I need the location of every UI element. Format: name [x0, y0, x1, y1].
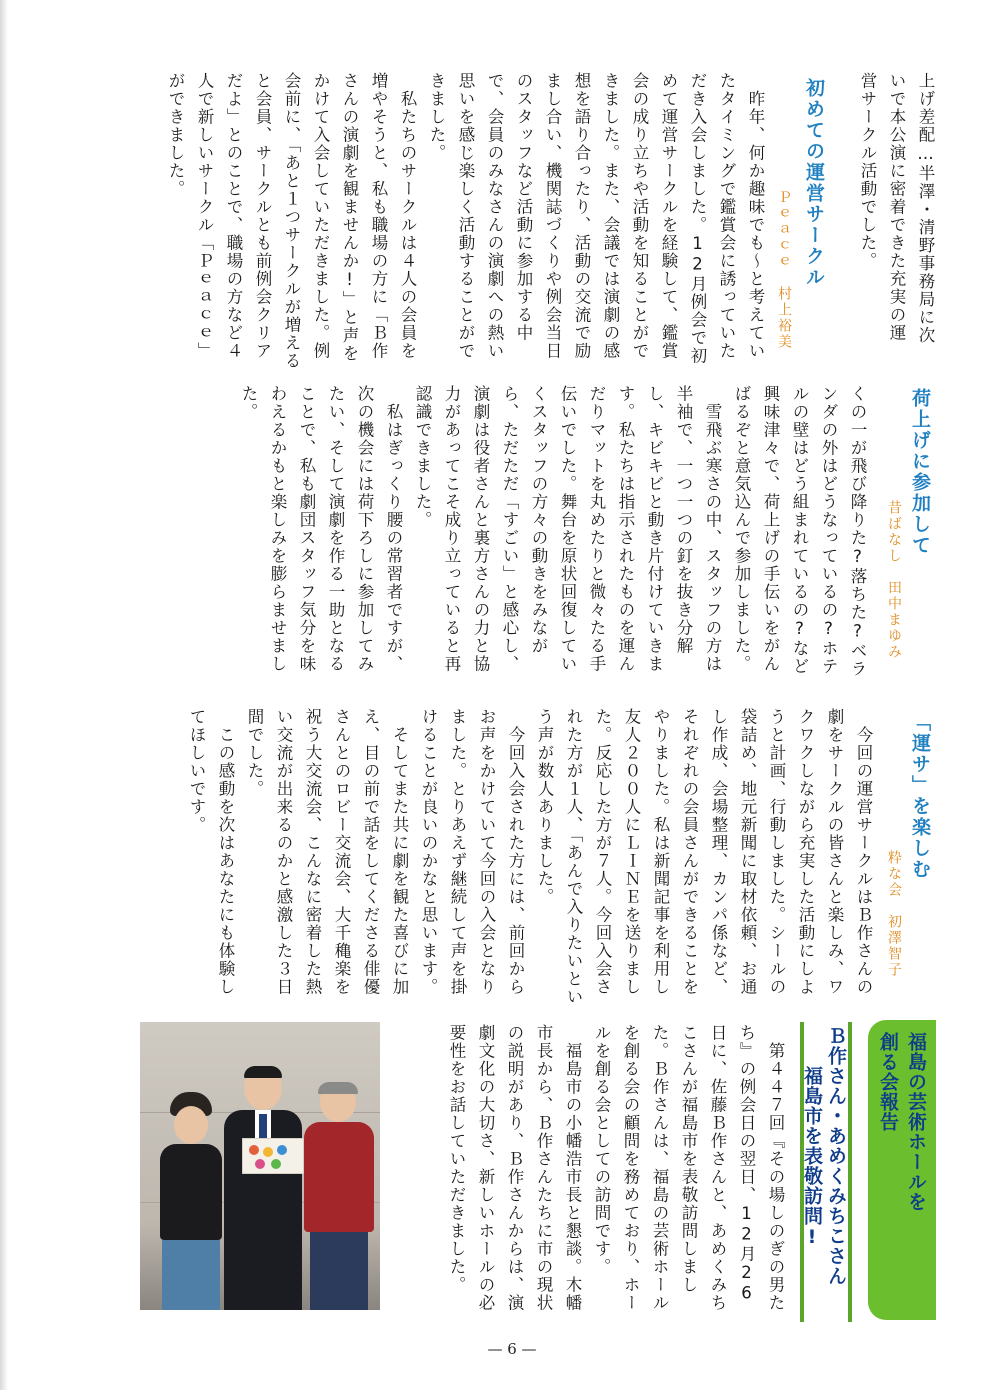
report-body: 第４４７回『その場しのぎの男たち』の例会日の翌日、12月26日に、佐藤Ｂ作さんと、あめくみちこさんが福島市を表敬訪問しました。Ｂ作さんは、福島の芸術ホールを創る会の顧問を務めており、ホールを創る会としての訪問です。 福島市の小幡浩市長と懇談。木幡市長から、Ｂ作さんたちに市の現状の説明があり、Ｂ作さんからは、演劇文化の大切さ、新しいホールの必要性をお話していただきました。 [447, 1024, 785, 1312]
article2-body: くの一が飛び降りた?落ちた?ベランダの外はどうなっているの?ホテルの壁はどう組まれているの?など興味津々で、荷上げの手伝いをがんばるぞと意気込んで参加しました。 雪飛ぶ寒さの中、スタッフの方は半袖で、一つ一つの釘を抜き分解し、キビキビと動き片付けていきます。私たちは指示されたものを運んだりマットを丸めたりと微々たる手伝いでした。舞台を原状回復していくスタッフの方々の動きをみながら、ただただ「すごい」と感心し、演劇は役者さんと裏方さんの力と協力があってこそ成り立っていると再認識できました。 私はぎっくり腰の常習者ですが、次の機会には荷下ろしに参加してみたい、そして演劇を作る一助となることで、私も劇団スタッフ気分を味わえるかもと楽しみを膨らませました。 [239, 385, 867, 678]
article3-body: 今回の運営サークルはＢ作さんの劇をサークルの皆さんと楽しみ、ワクワクしながら充実した活動にしようと計画、行動しました。シールの袋詰め、地元新聞に取材依頼、お通し作成、会場整理、カンパ係など、それぞれの会員さんができることをやりました。私は新聞記事を利用し友人２００人にＬＩＮＥを送りました。反応した方が７人。今回入会された方が１人、「あんで入りたいという声が数人ありました。 今回入会された方には、前回からお声をかけていて今回の入会となりました。とりあえず継続して声を掛けることが良いのかなと思います。 そしてまた共に劇を観た喜びに加え、目の前で話をしてくださる俳優さんとのロビー交流会、大千穐楽を祝う大交流会、こんなに密着した熱い交流が出来るのかと感激した３日間でした。 この感動を次はあなたにも体験してほしいです。 [187, 708, 873, 1006]
article2-title: 荷上げに参加して [909, 388, 931, 556]
article3-title: 「運サ」を楽しむ [909, 712, 931, 880]
visit-title: Ｂ作さん・あめくみちこさん 福島市を表敬訪問! [801, 1026, 847, 1286]
person-right [300, 1082, 376, 1310]
report-section-tag [868, 1020, 936, 1320]
gift-box [242, 1138, 304, 1174]
article3-byline: 粋な会 初澤智子 [886, 850, 902, 978]
article1-body: 昨年、何か趣味でも〜と考えていたタイミングで鑑賞会に誘っていただき入会しました。12月例会で初めて運営サークルを経験して、鑑賞会の成り立ちや活動を知ることができました。また、会議では演劇の感想を語り合ったり、活動の交流で励まし合い、機関誌づくりや例会当日のスタッフなど活動に参加する中で、会員のみなさんの演劇への熱い思いを感じ楽しく活動することができました。 私たちのサークルは４人の会員を増やそうと、私も職場の方に「Ｂ作さんの演劇を観ませんか!」と声をかけて入会していただきました。例会前に、「あと１つサークルが増えると会員、サークルとも前例会クリアだよ」とのことで、職場の方など４人で新しいサークル「Ｐｅａｃｅ」ができました。 [166, 72, 765, 370]
page-number: — 6 — [487, 1340, 537, 1358]
report-section-tag-text: 福島の芸術ホールを 創る会報告 [877, 1032, 927, 1212]
article2-byline: 昔ばなし 田中まゆみ [886, 500, 902, 660]
person-center [224, 1066, 302, 1310]
page-edge [0, 0, 8, 1390]
article1-title: 初めての運営サークル [803, 78, 825, 288]
article1-byline: Ｐｅａｃｅ 村上裕美 [776, 190, 792, 350]
group-photo [140, 1022, 380, 1310]
person-left [156, 1092, 226, 1310]
col1-continuation-text: 上げ差配…半澤・清野事務局に次いで本公演に密着できた充実の運営サークル活動でした。 [858, 72, 935, 345]
